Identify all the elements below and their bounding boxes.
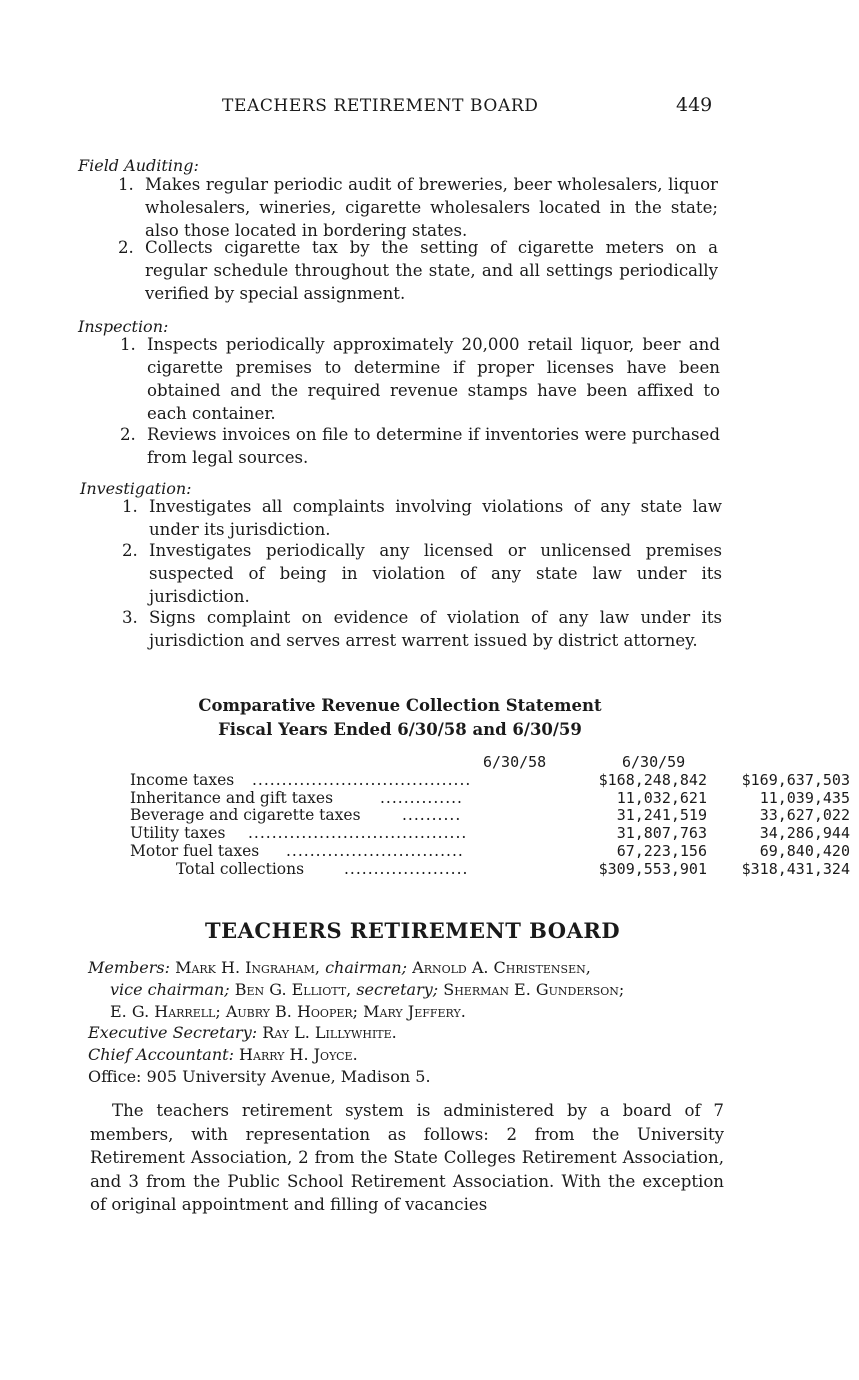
page-number: 449 (676, 94, 713, 116)
item-text: Investigates all complaints involving violations of any state law under its jurisdiction. (149, 497, 722, 539)
member-role: secretary; (356, 980, 439, 999)
member-role: chairman; (325, 958, 408, 977)
list-item (120, 423, 720, 469)
list-item (122, 539, 722, 608)
section-label-inspection: Inspection: (78, 317, 169, 336)
item-number: 2. (120, 425, 136, 444)
member-name: Sherman E. Gunderson; (443, 980, 625, 999)
item-number: 1. (122, 497, 138, 516)
cell-1959: 69,840,420 (759, 842, 850, 860)
list-item (122, 495, 722, 541)
table-row-total (130, 860, 850, 878)
member-name: Mary Jeffery. (363, 1002, 466, 1021)
row-label: Total collections (176, 860, 305, 878)
cell-1959: 34,286,944 (759, 824, 850, 842)
item-number: 3. (122, 608, 138, 627)
body-paragraph: The teachers retirement system is administered by a board of 7 members, with representation as follows: 2 from the University Retirement Association, 2 from the State Colleges Retirement Association, and 3 from the Public School Retirement Association. With the exception of original appointment and filling of vacancies (90, 1101, 724, 1214)
cell-1959: 33,627,022 (759, 806, 850, 824)
row-label: Income taxes (130, 771, 235, 789)
table-title: Comparative Revenue Collection Statement (198, 696, 602, 715)
list-item (118, 173, 718, 242)
item-number: 2. (122, 541, 138, 560)
member-name: Arnold A. Christensen, (412, 958, 591, 977)
member-name: Ben G. Elliott, (234, 980, 352, 999)
item-text: Collects cigarette tax by the setting of cigarette meters on a regular schedule throughout the state, and all settings periodically verified by special assignment. (145, 238, 718, 303)
item-number: 2. (118, 238, 134, 257)
list-item (118, 236, 718, 305)
cell-1958: $168,248,842 (598, 771, 707, 789)
section-label-investigation: Investigation: (80, 479, 192, 498)
section-heading: TEACHERS RETIREMENT BOARD (205, 918, 621, 943)
leader-dots: .......... (402, 806, 462, 824)
item-number: 1. (120, 335, 136, 354)
leader-dots: ..................................... (252, 771, 472, 789)
row-label: Motor fuel taxes (130, 842, 260, 860)
item-text: Reviews invoices on file to determine if inventories were purchased from legal sources. (147, 425, 720, 467)
row-label: Beverage and cigarette taxes (130, 806, 361, 824)
row-label: Inheritance and gift taxes (130, 789, 334, 807)
item-text: Makes regular periodic audit of breweries, beer wholesalers, liquor wholesalers, wineries, cigarette wholesalers located in the state; also those located in bordering states. (145, 175, 718, 240)
cell-1958: 31,241,519 (616, 806, 707, 824)
executive-secretary-label: Executive Secretary: (88, 1023, 258, 1042)
section-label-field-auditing: Field Auditing: (78, 156, 199, 175)
member-name: Aubry B. Hooper; (225, 1002, 359, 1021)
cell-1959: $318,431,324 (741, 860, 850, 878)
cell-1958: 31,807,763 (616, 824, 707, 842)
cell-1959: 11,039,435 (759, 789, 850, 807)
leader-dots: .............................. (286, 842, 464, 860)
chief-accountant (88, 1044, 724, 1066)
running-head-title: TEACHERS RETIREMENT BOARD (222, 96, 539, 116)
executive-secretary-name: Ray L. Lillywhite. (262, 1023, 397, 1042)
cell-1958: 67,223,156 (616, 842, 707, 860)
leader-dots: ..................................... (248, 824, 468, 842)
table-row (130, 824, 850, 842)
member-name: Mark H. Ingraham, (175, 958, 320, 977)
table-row (130, 806, 850, 824)
row-label: Utility taxes (130, 824, 226, 842)
cell-1958: 11,032,621 (616, 789, 707, 807)
table-row (130, 842, 850, 860)
office-address: Office: 905 University Avenue, Madison 5. (88, 1067, 431, 1086)
list-item (120, 333, 720, 425)
leader-dots: ..................... (344, 860, 469, 878)
list-item (122, 606, 722, 652)
running-head (0, 96, 859, 122)
item-number: 1. (118, 175, 134, 194)
member-name: E. G. Harrell; (110, 1002, 221, 1021)
cell-1958: $309,553,901 (598, 860, 707, 878)
members-list (88, 957, 724, 1023)
table-row (130, 789, 850, 807)
column-header-1959: 6/30/59 (622, 753, 686, 771)
leader-dots: .............. (380, 789, 463, 807)
column-header-1958: 6/30/58 (483, 753, 547, 771)
members-label: Members: (88, 958, 170, 977)
item-text: Investigates periodically any licensed or unlicensed premises suspected of being in violation of any state law under its jurisdiction. (149, 541, 722, 606)
item-text: Inspects periodically approximately 20,000 retail liquor, beer and cigarette premises to determine if proper licenses have been obtained and the required revenue stamps have been affixed to each container. (147, 335, 720, 423)
table-subtitle: Fiscal Years Ended 6/30/58 and 6/30/59 (218, 720, 582, 739)
chief-accountant-name: Harry H. Joyce. (239, 1045, 358, 1064)
executive-secretary (88, 1022, 724, 1044)
item-text: Signs complaint on evidence of violation of any law under its jurisdiction and serves arrest warrent issued by district attorney. (149, 608, 722, 650)
cell-1959: $169,637,503 (741, 771, 850, 789)
member-role: vice chairman; (110, 980, 230, 999)
chief-accountant-label: Chief Accountant: (88, 1045, 234, 1064)
table-row (130, 771, 850, 789)
